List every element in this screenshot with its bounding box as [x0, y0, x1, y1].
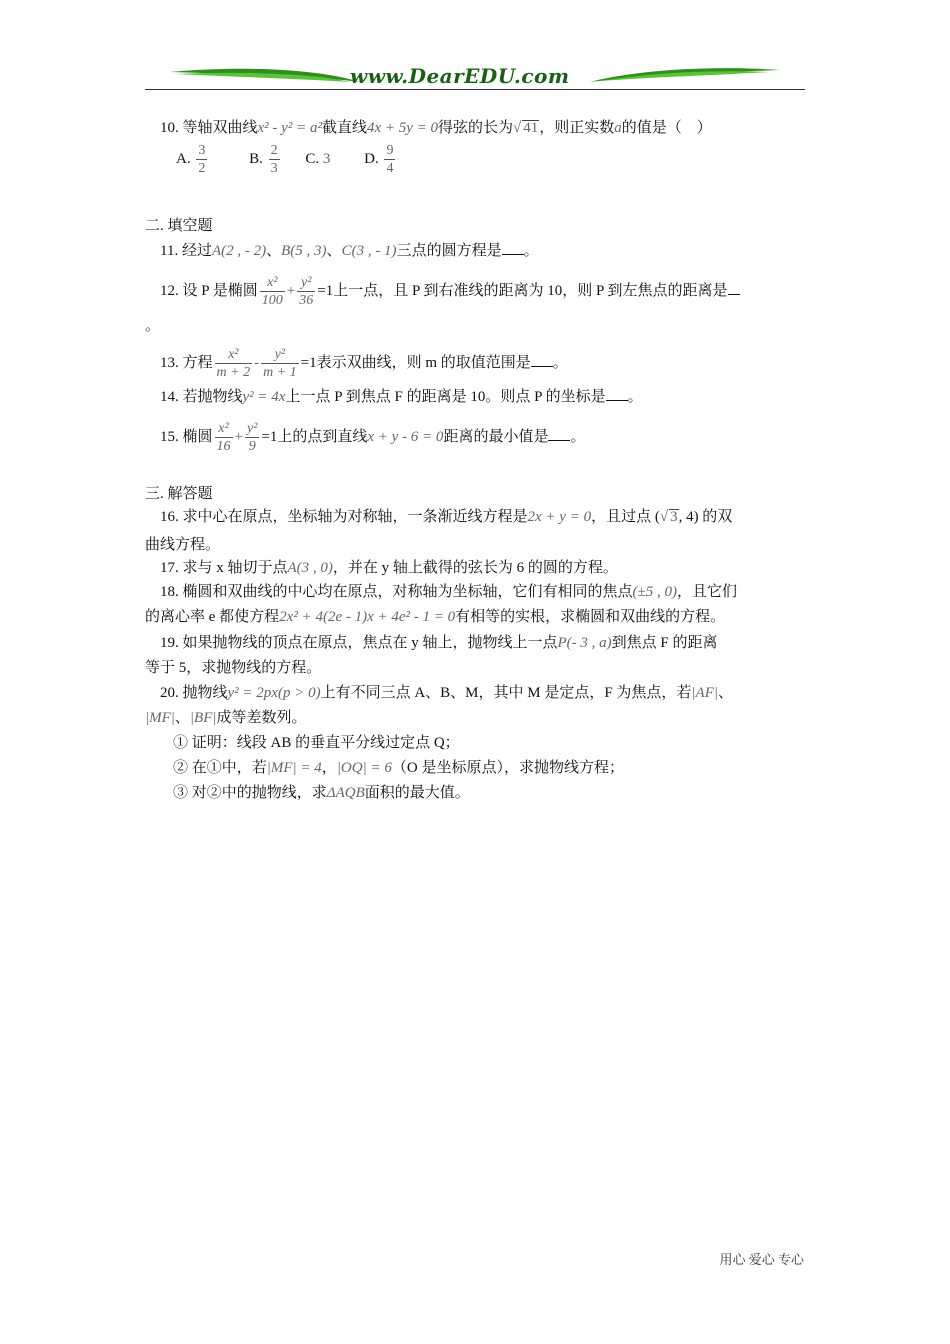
question-16: 16. 求中心在原点，坐标轴为对称轴，一条渐近线方程是2x + y = 0，且过点 (√ 3, 4) 的双: [160, 509, 733, 525]
site-logo: www.DearEDU.com: [350, 64, 570, 88]
answer-blank: [531, 351, 553, 367]
question-17: 17. 求与 x 轴切于点A(3 , 0)，并在 y 轴上截得的弦长为 6 的圆的方程。: [160, 560, 618, 576]
question-20-part-3: ③ 对②中的抛物线，求ΔAQB面积的最大值。: [173, 785, 470, 801]
option-b: B. $\frac{2}{3}$: [249, 143, 278, 176]
page-footer: 用心 爱心 专心: [719, 1252, 804, 1267]
question-11: 11. 经过A(2 , - 2)、B(5 , 3)、C(3 , - 1)三点的圆方程是 。: [160, 239, 539, 261]
question-13: 13. 方程 $\frac{\text{x²}}{m + 2}$ - $\frac{\text{y²}}{m + 1}$ =1表示双曲线，则 m 的取值范围是 。: [160, 347, 568, 380]
question-10-options: [176, 142, 397, 177]
answer-blank: [502, 239, 524, 255]
question-16-cont: 曲线方程。: [145, 537, 221, 553]
question-10: 10. 等轴双曲线x² - y² = a²截直线4x + 5y = 0得弦的长为√ 41，则正实数a的值是（ ）: [160, 120, 712, 136]
header-rule: [145, 89, 805, 90]
answer-blank: [728, 279, 740, 295]
answer-blank: [548, 425, 570, 441]
question-20-cont: |MF|、|BF|成等差数列。: [145, 710, 307, 726]
question-20: 20. 抛物线y² = 2px(p > 0)上有不同三点 A、B、M，其中 M 是定点，F 为焦点，若|AF|、: [160, 685, 734, 701]
option-d: D. $\frac{9}{4}$: [364, 143, 394, 176]
question-18: 18. 椭圆和双曲线的中心均在原点，对称轴为坐标轴，它们有相同的焦点(±5 , 0)，且它们: [160, 584, 738, 600]
section-3-title: 三. 解答题: [145, 486, 213, 502]
question-15: 15. 椭圆 $\frac{\text{x²}}{16}$ + $\frac{\text{y²}}{9}$ =1上的点到直线x + y - 6 = 0距离的最小值是 。: [160, 421, 586, 454]
option-a: A. $\frac{3}{2}$: [176, 143, 206, 176]
question-20-part-2: ② 在①中，若|MF| = 4，|OQ| = 6（O 是坐标原点），求抛物线方程；: [173, 760, 624, 776]
question-18-cont: 的离心率 e 都使方程2x² + 4(2e - 1)x + 4e² - 1 = 0有相等的实根，求椭圆和双曲线的方程。: [145, 609, 726, 625]
question-20-part-1: ① 证明：线段 AB 的垂直平分线过定点 Q；: [173, 735, 460, 751]
question-12-end: 。: [145, 318, 161, 334]
question-19: 19. 如果抛物线的顶点在原点，焦点在 y 轴上，抛物线上一点P(- 3 , a)到焦点 F 的距离: [160, 635, 718, 651]
section-2-title: 二. 填空题: [145, 218, 213, 234]
question-19-cont: 等于 5，求抛物线的方程。: [145, 660, 322, 676]
answer-blank: [606, 385, 628, 401]
option-c: C. 3: [305, 150, 331, 167]
question-14: 14. 若抛物线y² = 4x上一点 P 到焦点 F 的距离是 10。则点 P 的坐标是 。: [160, 385, 643, 407]
question-12: 12. 设 P 是椭圆 $\frac{\text{x²}}{100}$ + $\frac{\text{y²}}{36}$ =1上一点，且 P 到右准线的距离为 10，则 P 到左焦点的距离是: [160, 274, 740, 309]
